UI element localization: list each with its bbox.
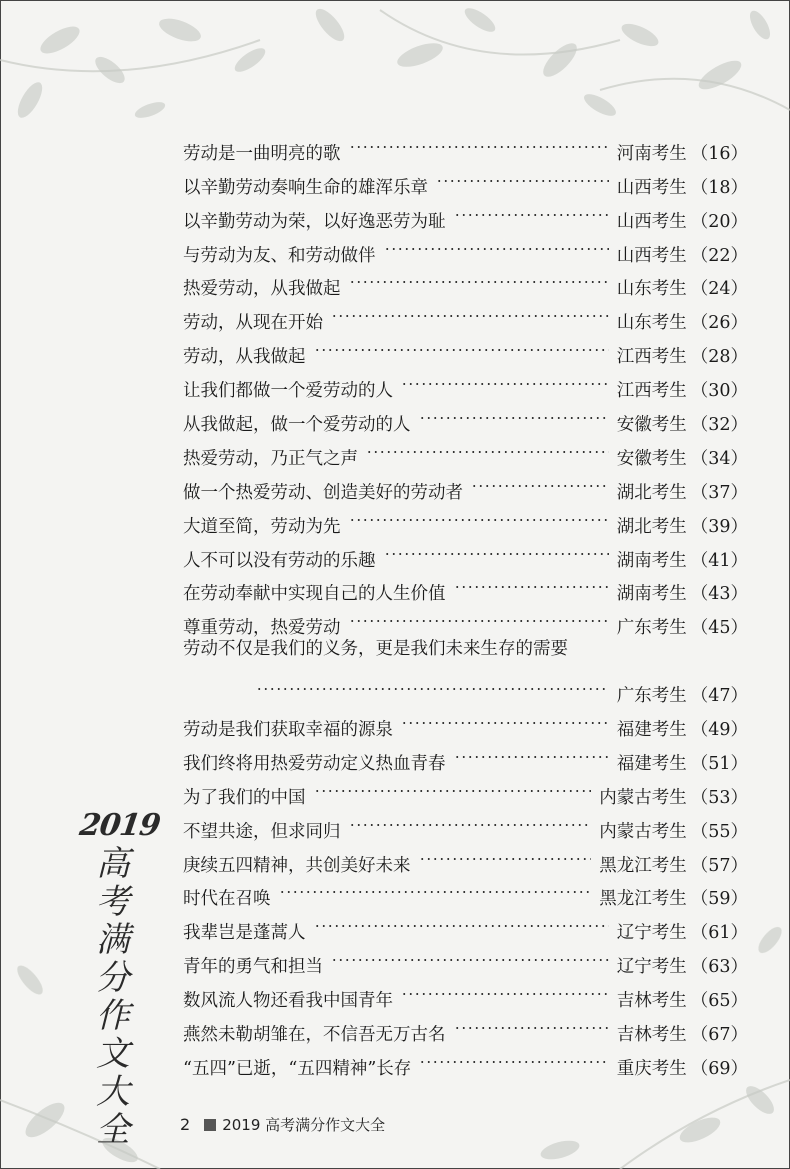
toc-entry-title: 劳动是我们获取幸福的源泉 [183, 720, 393, 741]
toc-entry-page: （47） [690, 686, 748, 707]
toc-entry-title: 以辛勤劳动为荣，以好逸恶劳为耻 [183, 211, 446, 232]
dot-leader [401, 701, 609, 735]
toc-entry-author: 广东考生 [616, 686, 687, 707]
toc-entry[interactable] [183, 667, 748, 707]
page-number: 2 [180, 1115, 191, 1134]
toc-entry-author: 吉林考生 [616, 1025, 687, 1046]
dot-leader [471, 464, 609, 498]
toc-entry-title: 时代在召唤 [183, 889, 271, 910]
dot-leader [384, 532, 609, 566]
dot-leader [454, 1006, 609, 1040]
dot-leader [279, 871, 592, 905]
footer-book-title: 2019 高考满分作文大全 [222, 1116, 386, 1134]
toc-entry-page: （32） [690, 415, 748, 436]
spine-characters [80, 845, 150, 1149]
toc-entry-page: （61） [690, 923, 748, 944]
toc-entry-page: （26） [690, 313, 748, 334]
toc-entry-page: （63） [690, 957, 748, 978]
toc-entry-title: 与劳动为友、和劳动做伴 [183, 245, 376, 266]
toc-entry-author: 山西考生 [616, 245, 687, 266]
dot-leader [384, 227, 609, 261]
dot-leader [349, 261, 609, 295]
toc-entry-title: 在劳动奉献中实现自己的人生价值 [183, 584, 446, 605]
toc-entry-author: 辽宁考生 [616, 957, 687, 978]
toc-entry-author: 安徽考生 [616, 415, 687, 436]
toc-entry-page: （34） [690, 448, 748, 469]
dot-leader [331, 938, 609, 972]
spine-char: 高 [96, 844, 130, 884]
dot-leader [349, 125, 609, 159]
toc-entry-page: （30） [690, 381, 748, 402]
toc-entry-title: 青年的勇气和担当 [183, 957, 323, 978]
toc-entry-title: 数风流人物还看我中国青年 [183, 991, 393, 1012]
toc-entry-author: 山东考生 [616, 313, 687, 334]
toc-entry-author: 山西考生 [616, 211, 687, 232]
toc-entry-page: （55） [690, 821, 748, 842]
dot-leader [454, 566, 609, 600]
toc-entry-page: （51） [690, 753, 748, 774]
toc-entry-author: 湖南考生 [616, 550, 687, 571]
toc-entry-author: 重庆考生 [616, 1058, 687, 1079]
dot-leader [349, 599, 609, 633]
dot-leader [419, 396, 609, 430]
toc-entry-title: 热爱劳动，乃正气之声 [183, 448, 358, 469]
toc-entry-title: 从我做起，做一个爱劳动的人 [183, 415, 411, 436]
dot-leader [331, 294, 609, 328]
toc-entry-page: （57） [690, 855, 748, 876]
toc-entry-title: 劳动是一曲明亮的歌 [183, 143, 341, 164]
toc-entry-author: 江西考生 [616, 347, 687, 368]
toc-entry-author: 福建考生 [616, 720, 687, 741]
toc-entry-title: 尊重劳动，热爱劳动 [183, 618, 341, 639]
toc-entry-page: （59） [690, 889, 748, 910]
toc-entry-author: 安徽考生 [616, 448, 687, 469]
toc-entry-page: （18） [690, 177, 748, 198]
toc-entry-page: （28） [690, 347, 748, 368]
dot-leader [401, 972, 609, 1006]
dot-leader [419, 837, 592, 871]
dot-leader [349, 498, 609, 532]
toc-entry-title: “五四”已逝，“五四精神”长存 [183, 1058, 412, 1079]
dot-leader [366, 430, 609, 464]
toc-entry-title: 为了我们的中国 [183, 787, 306, 808]
toc-entry-author: 福建考生 [616, 753, 687, 774]
toc-entry-page: （20） [690, 211, 748, 232]
spine-char: 作 [96, 996, 130, 1036]
toc-entry-title: 热爱劳动，从我做起 [183, 279, 341, 300]
toc-entry-author: 湖北考生 [616, 516, 687, 537]
toc-entry-author: 湖北考生 [616, 482, 687, 503]
toc-entry-author: 黑龙江考生 [599, 855, 687, 876]
toc-entry-author: 内蒙古考生 [599, 787, 687, 808]
dot-leader [314, 904, 609, 938]
toc-entry-title: 我们终将用热爱劳动定义热血青春 [183, 753, 446, 774]
toc-entry-title: 以辛勤劳动奏响生命的雄浑乐章 [183, 177, 428, 198]
toc-entry-title: 人不可以没有劳动的乐趣 [183, 550, 376, 571]
toc-entry-page: （69） [690, 1058, 748, 1079]
toc-entry-page: （53） [690, 787, 748, 808]
spine-char: 大 [96, 1072, 130, 1112]
toc-entry-author: 内蒙古考生 [599, 821, 687, 842]
toc-entry-title: 燕然未勒胡雏在，不信吾无万古名 [183, 1025, 446, 1046]
toc-entry-author: 湖南考生 [616, 584, 687, 605]
toc-entry-page: （49） [690, 720, 748, 741]
toc-entry-page: （65） [690, 991, 748, 1012]
toc-entry-title: 我辈岂是蓬蒿人 [183, 923, 306, 944]
toc-entry-title: 让我们都做一个爱劳动的人 [183, 381, 393, 402]
toc-entry-title: 不望共途，但求同归 [183, 821, 341, 842]
toc-entry-author: 黑龙江考生 [599, 889, 687, 910]
dot-leader [454, 193, 609, 227]
toc-entry-page: （45） [690, 618, 748, 639]
toc-entry-page: （67） [690, 1025, 748, 1046]
dot-leader [436, 159, 609, 193]
toc-entry-page: （41） [690, 550, 748, 571]
dot-leader [314, 769, 592, 803]
spine-char: 考 [96, 882, 130, 922]
dot-leader [349, 803, 592, 837]
toc-entry-author: 江西考生 [616, 381, 687, 402]
toc-entry-page: （22） [690, 245, 748, 266]
dot-leader [454, 735, 609, 769]
spine-title [77, 808, 162, 1150]
toc-entry-title: 庚续五四精神，共创美好未来 [183, 855, 411, 876]
toc-entry-author: 山西考生 [616, 177, 687, 198]
dot-leader [401, 362, 609, 396]
toc-entry-title: 劳动，从我做起 [183, 347, 306, 368]
toc-entry-page: （37） [690, 482, 748, 503]
spine-char: 文 [96, 1034, 130, 1074]
toc-entry-page: （16） [690, 143, 748, 164]
toc-entry-author: 河南考生 [616, 143, 687, 164]
dot-leader [256, 667, 609, 701]
toc-entry-title: 大道至简，劳动为先 [183, 516, 341, 537]
toc-entry-title: 劳动不仅是我们的义务，更是我们未来生存的需要 [183, 639, 568, 660]
spine-year: 2019 [77, 808, 162, 843]
toc-entry-author: 辽宁考生 [616, 923, 687, 944]
toc-entry[interactable] [183, 125, 748, 164]
spine-char: 全 [96, 1110, 130, 1150]
toc-entry-author: 吉林考生 [616, 991, 687, 1012]
toc-entry-author: 山东考生 [616, 279, 687, 300]
toc-entry-page: （43） [690, 584, 748, 605]
toc-entry-title: 劳动，从现在开始 [183, 313, 323, 334]
table-of-contents [183, 125, 748, 1079]
dot-leader [419, 1040, 608, 1074]
toc-entry-title: 做一个热爱劳动、创造美好的劳动者 [183, 482, 463, 503]
toc-entry-page: （24） [690, 279, 748, 300]
page-footer [180, 1114, 385, 1135]
spine-char: 满 [96, 920, 130, 960]
square-bullet-icon [204, 1119, 216, 1131]
toc-entry-page: （39） [690, 516, 748, 537]
spine-char: 分 [96, 958, 130, 998]
toc-entry-author: 广东考生 [616, 618, 687, 639]
dot-leader [314, 328, 609, 362]
